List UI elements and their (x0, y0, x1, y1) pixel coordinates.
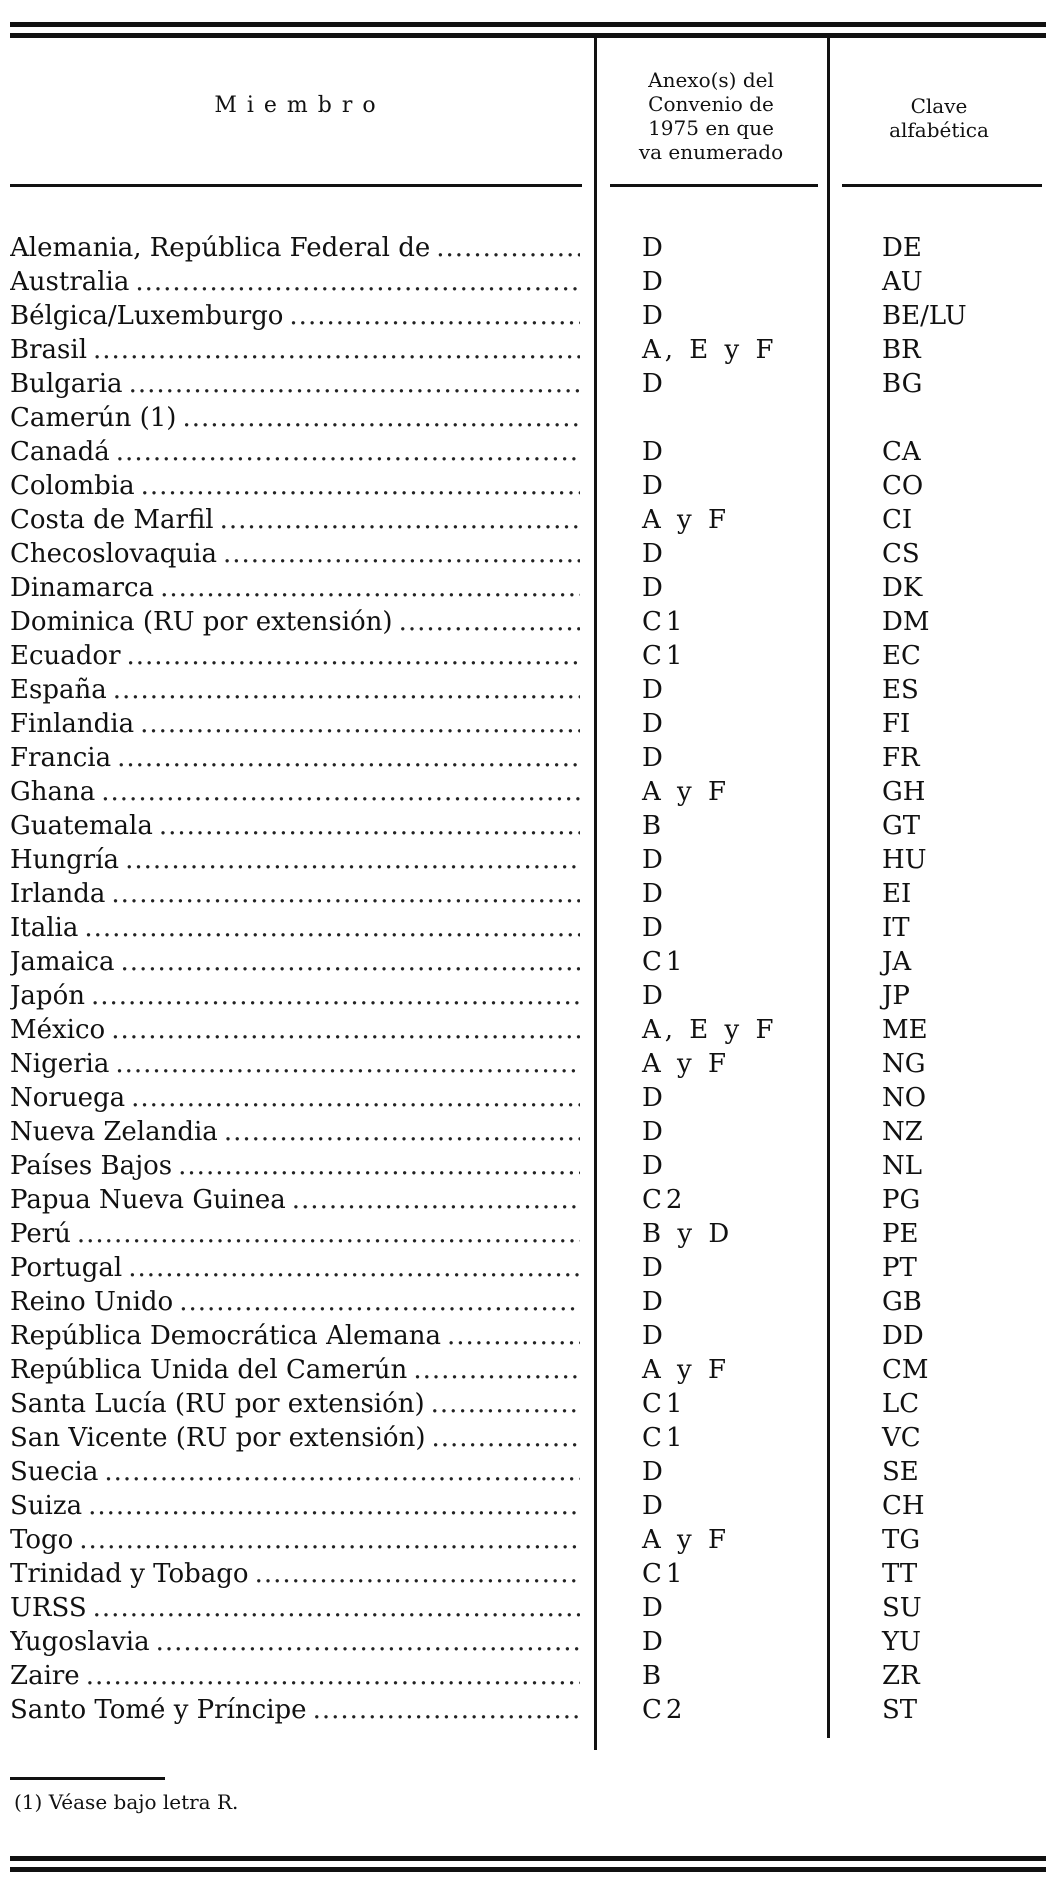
key-cell: CH (882, 1491, 925, 1521)
member-cell (10, 503, 580, 537)
key-cell: PE (882, 1219, 919, 1249)
table-row (0, 1591, 1056, 1625)
annex-cell: D (642, 1491, 667, 1521)
key-cell: GT (882, 811, 921, 841)
dot-leader (156, 1625, 580, 1659)
members-table (0, 231, 1056, 1727)
annex-cell: D (642, 369, 667, 399)
table-row (0, 1557, 1056, 1591)
member-cell (10, 843, 580, 877)
table-row (0, 1625, 1056, 1659)
key-cell: PT (882, 1253, 917, 1283)
table-row (0, 1387, 1056, 1421)
key-cell: NO (882, 1083, 927, 1113)
annex-cell: D (642, 233, 667, 263)
header-member: Miembro (214, 93, 386, 118)
annex-cell: A y F (642, 1355, 731, 1385)
annex-cell: D (642, 1253, 667, 1283)
member-name: Nueva Zelandia (10, 1117, 218, 1147)
key-cell: CS (882, 539, 920, 569)
table-row (0, 1183, 1056, 1217)
member-name: Alemania, República Federal de (10, 233, 431, 263)
key-cell: LC (882, 1389, 920, 1419)
annex-cell: A, E y F (642, 1015, 778, 1045)
key-cell: NZ (882, 1117, 923, 1147)
table-row (0, 1081, 1056, 1115)
annex-cell: C1 (642, 1423, 687, 1453)
table-row (0, 1523, 1056, 1557)
annex-cell: D (642, 471, 667, 501)
member-cell (10, 435, 580, 469)
member-name: Checoslovaquia (10, 539, 217, 569)
table-row (0, 707, 1056, 741)
dot-leader (125, 843, 580, 877)
key-cell: TG (882, 1525, 921, 1555)
annex-cell: A, E y F (642, 335, 778, 365)
member-name: Reino Unido (10, 1287, 174, 1317)
member-cell (10, 1489, 580, 1523)
dot-leader (413, 1353, 580, 1387)
footnote-rule (10, 1777, 165, 1780)
member-name: Dinamarca (10, 573, 155, 603)
member-cell (10, 469, 580, 503)
key-cell: CI (882, 505, 913, 535)
member-name: Costa de Marfil (10, 505, 214, 535)
table-row (0, 571, 1056, 605)
table-row (0, 1421, 1056, 1455)
member-name: Dominica (RU por extensión) (10, 607, 393, 637)
member-cell (10, 367, 580, 401)
key-cell: CO (882, 471, 924, 501)
annex-cell: D (642, 709, 667, 739)
member-name: Suecia (10, 1457, 99, 1487)
table-row (0, 333, 1056, 367)
dot-leader (431, 1421, 580, 1455)
dot-leader (178, 1149, 580, 1183)
annex-cell: B (642, 1661, 666, 1691)
member-name: Jamaica (10, 947, 115, 977)
dot-leader (141, 469, 580, 503)
annex-cell: D (642, 1321, 667, 1351)
member-name: México (10, 1015, 106, 1045)
table-row (0, 537, 1056, 571)
annex-cell: A y F (642, 1049, 731, 1079)
table-row (0, 1285, 1056, 1319)
key-cell: HU (882, 845, 927, 875)
key-cell: CA (882, 437, 921, 467)
dot-leader (224, 1115, 580, 1149)
key-cell: SU (882, 1593, 922, 1623)
table-row (0, 877, 1056, 911)
table-row (0, 911, 1056, 945)
dot-leader (436, 231, 580, 265)
member-name: Yugoslavia (10, 1627, 150, 1657)
member-cell (10, 1285, 580, 1319)
dot-leader (104, 1455, 580, 1489)
table-row (0, 1353, 1056, 1387)
key-cell: FI (882, 709, 911, 739)
member-cell (10, 1319, 580, 1353)
table-row (0, 367, 1056, 401)
key-cell: VC (882, 1423, 921, 1453)
member-cell (10, 1183, 580, 1217)
member-name: Zaire (10, 1661, 80, 1691)
member-name: Togo (10, 1525, 74, 1555)
key-cell: GH (882, 777, 926, 807)
key-cell: EI (882, 879, 912, 909)
annex-cell: C2 (642, 1695, 687, 1725)
annex-cell: C1 (642, 947, 687, 977)
member-cell (10, 265, 580, 299)
dot-leader (447, 1319, 580, 1353)
key-cell: CM (882, 1355, 929, 1385)
table-row (0, 299, 1056, 333)
member-name: Ecuador (10, 641, 121, 671)
member-name: Guatemala (10, 811, 153, 841)
dot-leader (120, 945, 580, 979)
table-row (0, 401, 1056, 435)
member-cell (10, 1591, 580, 1625)
dot-leader (431, 1387, 580, 1421)
table-row (0, 1149, 1056, 1183)
member-cell (10, 1455, 580, 1489)
dot-leader (159, 809, 580, 843)
member-name: Santo Tomé y Príncipe (10, 1695, 307, 1725)
dot-leader (140, 707, 580, 741)
table-row (0, 809, 1056, 843)
key-cell: FR (882, 743, 920, 773)
member-cell (10, 1149, 580, 1183)
member-cell (10, 1625, 580, 1659)
member-cell (10, 231, 580, 265)
member-cell (10, 1047, 580, 1081)
header-rule-annex (610, 184, 818, 187)
annex-cell: D (642, 1457, 667, 1487)
annex-cell: C1 (642, 641, 687, 671)
key-cell: ES (882, 675, 919, 705)
member-cell (10, 639, 580, 673)
table-row (0, 1047, 1056, 1081)
key-cell: AU (882, 267, 923, 297)
member-cell (10, 1115, 580, 1149)
dot-leader (77, 1217, 580, 1251)
table-row (0, 639, 1056, 673)
key-cell: EC (882, 641, 921, 671)
member-cell (10, 741, 580, 775)
table-row (0, 1659, 1056, 1693)
dot-leader (113, 673, 580, 707)
member-cell (10, 911, 580, 945)
annex-cell: D (642, 1151, 667, 1181)
member-name: Finlandia (10, 709, 135, 739)
member-cell (10, 775, 580, 809)
header-annex: Anexo(s) del Convenio de 1975 en que va enumerado (638, 68, 784, 164)
header-rule-key (842, 184, 1042, 187)
member-name: Ghana (10, 777, 96, 807)
annex-cell: B (642, 811, 666, 841)
member-name: Perú (10, 1219, 71, 1249)
dot-leader (88, 1489, 580, 1523)
dot-leader (115, 1047, 580, 1081)
member-cell (10, 401, 580, 435)
dot-leader (86, 1659, 580, 1693)
key-cell: DK (882, 573, 923, 603)
annex-cell: D (642, 675, 667, 705)
member-cell (10, 1557, 580, 1591)
dot-leader (313, 1693, 580, 1727)
dot-leader (111, 877, 580, 911)
key-cell: NL (882, 1151, 923, 1181)
dot-leader (101, 775, 580, 809)
table-row (0, 843, 1056, 877)
key-cell: JA (882, 947, 912, 977)
key-cell: BG (882, 369, 923, 399)
table-row (0, 1013, 1056, 1047)
dot-leader (117, 741, 580, 775)
table-row (0, 1251, 1056, 1285)
annex-cell: D (642, 1287, 667, 1317)
table-row (0, 1693, 1056, 1727)
member-cell (10, 299, 580, 333)
table-row (0, 673, 1056, 707)
key-cell: JP (882, 981, 910, 1011)
member-name: Francia (10, 743, 112, 773)
annex-cell: A y F (642, 777, 731, 807)
dot-leader (289, 299, 580, 333)
table-row (0, 605, 1056, 639)
annex-cell: D (642, 539, 667, 569)
annex-cell: D (642, 301, 667, 331)
annex-cell: C1 (642, 1389, 687, 1419)
table-row (0, 435, 1056, 469)
member-name: Papua Nueva Guinea (10, 1185, 286, 1215)
member-name: Japón (10, 981, 85, 1011)
table-row (0, 1489, 1056, 1523)
dot-leader (135, 265, 580, 299)
member-name: Bélgica/Luxemburgo (10, 301, 284, 331)
annex-cell: C1 (642, 1559, 687, 1589)
footnote: (1) Véase bajo letra R. (14, 1790, 239, 1814)
key-cell: BE/LU (882, 301, 967, 331)
member-cell (10, 1217, 580, 1251)
key-cell: IT (882, 913, 910, 943)
member-name: Noruega (10, 1083, 126, 1113)
key-cell: SE (882, 1457, 919, 1487)
key-cell: ZR (882, 1661, 920, 1691)
dot-leader (127, 639, 580, 673)
member-cell (10, 571, 580, 605)
annex-cell: D (642, 573, 667, 603)
dot-leader (160, 571, 580, 605)
table-row (0, 741, 1056, 775)
dot-leader (131, 1081, 580, 1115)
member-name: Canadá (10, 437, 110, 467)
member-name: Países Bajos (10, 1151, 173, 1181)
member-cell (10, 1659, 580, 1693)
dot-leader (91, 979, 580, 1013)
member-name: Colombia (10, 471, 135, 501)
annex-cell: D (642, 981, 667, 1011)
table-row (0, 1455, 1056, 1489)
member-name: Italia (10, 913, 79, 943)
top-double-rule (10, 22, 1046, 38)
annex-cell: C2 (642, 1185, 687, 1215)
member-name: San Vicente (RU por extensión) (10, 1423, 426, 1453)
table-row (0, 1115, 1056, 1149)
dot-leader (182, 401, 580, 435)
member-name: Suiza (10, 1491, 83, 1521)
member-name: Brasil (10, 335, 88, 365)
annex-cell: D (642, 845, 667, 875)
member-cell (10, 979, 580, 1013)
key-cell: YU (882, 1627, 922, 1657)
header-rule-member (10, 184, 582, 187)
member-name: Nigeria (10, 1049, 110, 1079)
member-cell (10, 1387, 580, 1421)
annex-cell: A y F (642, 1525, 731, 1555)
member-name: República Democrática Alemana (10, 1321, 441, 1351)
dot-leader (93, 1591, 580, 1625)
member-name: Irlanda (10, 879, 106, 909)
key-cell: NG (882, 1049, 926, 1079)
header-key: Clave alfabética (889, 94, 989, 142)
member-name: Portugal (10, 1253, 123, 1283)
member-name: Santa Lucía (RU por extensión) (10, 1389, 425, 1419)
annex-cell: D (642, 913, 667, 943)
member-name: Hungría (10, 845, 120, 875)
dot-leader (116, 435, 580, 469)
annex-cell: B y D (642, 1219, 734, 1249)
annex-cell: D (642, 437, 667, 467)
annex-cell: A y F (642, 505, 731, 535)
member-name: Trinidad y Tobago (10, 1559, 249, 1589)
table-row (0, 1217, 1056, 1251)
member-cell (10, 945, 580, 979)
table-row (0, 503, 1056, 537)
annex-cell: D (642, 1627, 667, 1657)
dot-leader (223, 537, 580, 571)
annex-cell: C1 (642, 607, 687, 637)
dot-leader (111, 1013, 580, 1047)
key-cell: DM (882, 607, 930, 637)
dot-leader (93, 333, 580, 367)
key-cell: ME (882, 1015, 928, 1045)
annex-cell: D (642, 743, 667, 773)
member-name: URSS (10, 1593, 87, 1623)
key-cell: BR (882, 335, 921, 365)
dot-leader (84, 911, 580, 945)
bottom-double-rule (10, 1856, 1046, 1872)
table-row (0, 775, 1056, 809)
annex-cell: D (642, 1083, 667, 1113)
dot-leader (220, 503, 580, 537)
table-row (0, 945, 1056, 979)
table-row (0, 265, 1056, 299)
dot-leader (179, 1285, 580, 1319)
key-cell: ST (882, 1695, 918, 1725)
member-cell (10, 1353, 580, 1387)
dot-leader (292, 1183, 580, 1217)
member-name: Australia (10, 267, 130, 297)
member-cell (10, 333, 580, 367)
table-row (0, 469, 1056, 503)
member-cell (10, 809, 580, 843)
member-cell (10, 537, 580, 571)
member-cell (10, 1421, 580, 1455)
member-cell (10, 1693, 580, 1727)
annex-cell: D (642, 1593, 667, 1623)
dot-leader (128, 1251, 580, 1285)
dot-leader (129, 367, 580, 401)
table-row (0, 231, 1056, 265)
member-cell (10, 1523, 580, 1557)
dot-leader (399, 605, 580, 639)
member-cell (10, 1251, 580, 1285)
annex-cell: D (642, 1117, 667, 1147)
key-cell (882, 401, 1042, 435)
table-row (0, 979, 1056, 1013)
key-cell: DD (882, 1321, 924, 1351)
dot-leader (255, 1557, 580, 1591)
key-cell: DE (882, 233, 922, 263)
dot-leader (79, 1523, 580, 1557)
member-name: República Unida del Camerún (10, 1355, 408, 1385)
member-name: Bulgaria (10, 369, 123, 399)
annex-cell: D (642, 267, 667, 297)
annex-cell: D (642, 879, 667, 909)
member-cell (10, 707, 580, 741)
member-cell (10, 673, 580, 707)
member-cell (10, 1013, 580, 1047)
key-cell: TT (882, 1559, 918, 1589)
member-cell (10, 605, 580, 639)
annex-cell (642, 401, 822, 435)
member-name: España (10, 675, 107, 705)
member-cell (10, 1081, 580, 1115)
member-name: Camerún (1) (10, 403, 177, 433)
key-cell: GB (882, 1287, 922, 1317)
key-cell: PG (882, 1185, 921, 1215)
member-cell (10, 877, 580, 911)
table-row (0, 1319, 1056, 1353)
